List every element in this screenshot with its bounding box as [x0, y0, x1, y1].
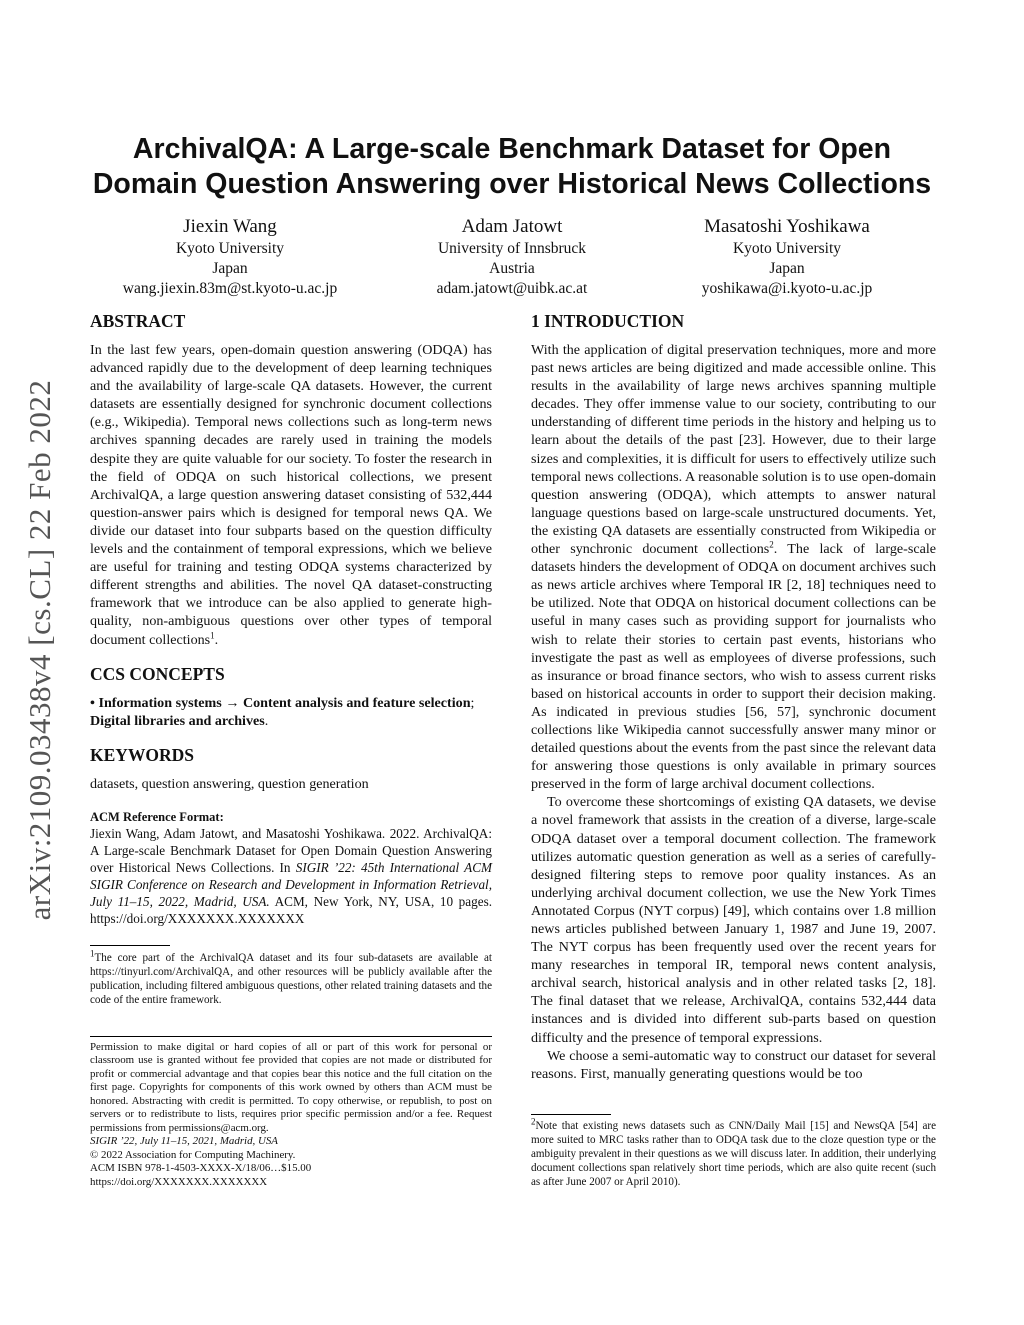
- author-name: Jiexin Wang: [183, 216, 277, 237]
- author-country: Japan: [212, 260, 248, 277]
- keywords-text: datasets, question answering, question generation: [90, 775, 369, 792]
- abstract-heading: ABSTRACT: [90, 311, 186, 331]
- author-name: Masatoshi Yoshikawa: [704, 216, 870, 237]
- permission-text: Permission to make digital or hard copies of all or part of this work for personal or classroom use is granted without fee provided that copies are not made or distributed for profit or commercial advantage and that copies bear this notice and the full citation on the first page. Copyrights for components of this work owned by others than ACM must be honored. Abstracting with credit is permitted. To copy otherwise, or republish, to post on servers or to redistribute to lists, requires prior specific permission and/or a fee. Request permissions from permissions@acm.org.: [90, 1040, 492, 1134]
- ccs-sep: ;: [470, 694, 475, 711]
- paper-title: [80, 132, 944, 202]
- intro-paragraph-1: [531, 341, 936, 793]
- footnote-2: [531, 1116, 936, 1190]
- abstract-end: .: [214, 631, 219, 648]
- author-country: Austria: [489, 260, 535, 277]
- acm-ref-body: Jiexin Wang, Adam Jatowt, and Masatoshi Yoshikawa. 2022. ArchivalQA: A Large-scale Benchmark Dataset for Open Domain Question Answering over Historical News Collections. In: [90, 825, 492, 875]
- footnote-1-mark: 1: [210, 629, 215, 640]
- arxiv-stamp: [20, 350, 60, 950]
- author-country: Japan: [769, 260, 805, 277]
- author-name: Adam Jatowt: [461, 216, 563, 237]
- intro-p1-a: With the application of digital preservation techniques, more and more past news articles are being digitized and made accessible online. This results in the availability of large news archives spanning multiple decades. They offer immense value to our society, contributing to our understanding of different time periods in the history and helping us to learn about the details of the past [23]. However, due to their large sizes and complexities, it is difficult for users to effectively utilize such temporal news collections. A reasonable solution is to use open-domain question answering (ODQA), which attempts to answer natural language questions based on large-scale unstructured documents. Yet, the existing QA datasets are essentially constructed from Wikipedia or other synchronic document collections: [531, 342, 936, 558]
- ccs-arrow: →: [225, 694, 240, 711]
- right-column: [531, 310, 936, 1083]
- ccs-item-2: Content analysis and feature selection: [242, 694, 471, 711]
- permission-isbn: ACM ISBN 978-1-4503-XXXX-X/18/06…$15.00: [90, 1162, 312, 1174]
- author-affiliation: Kyoto University: [175, 240, 285, 257]
- author-affiliation: University of Innsbruck: [437, 240, 587, 257]
- footnote-2-text: Note that existing news datasets such as CNN/Daily Mail [15] and NewsQA [54] are more suited to MRC tasks rather than to ODQA task due to the cloze question type or the ambiguity prevalent in their questions as we will discuss later. In addition, their underlying document collections span relatively short time periods, which are also quite recent (such as after June 2007 or April 2010).: [531, 1120, 936, 1188]
- footnote-2-rule: [531, 1114, 611, 1115]
- arxiv-stamp-text: arXiv:2109.03438v4 [cs.CL] 22 Feb 2022: [22, 379, 57, 921]
- author-email: adam.jatowt@uibk.ac.at: [436, 280, 588, 297]
- ccs-bullet: •: [90, 694, 95, 711]
- abstract-body: In the last few years, open-domain question answering (ODQA) has advanced rapidly due to the development of deep learning techniques and the availability of large-scale QA datasets. However, the current datasets are essentially designed for synchronic document collections (e.g., Wikipedia). Temporal news collections such as long-term news archives spanning decades are rarely used in training the models despite they are quite valuable for our society. To foster the research in the field of ODQA on such historical collections, we present ArchivalQA, a large question answering dataset consisting of 532,444 question-answer pairs which is designed for temporal news QA. We divide our dataset into four subparts based on the question difficulty levels and the containment of temporal expressions, which we believe are useful for training and testing ODQA systems characterized by different strengths and abilities. The novel QA dataset-constructing framework that we introduce can be also applied to generate high-quality, non-ambiguous questions over other types of temporal document collections: [90, 342, 492, 648]
- permission-conf: SIGIR ’22, July 11–15, 2021, Madrid, USA: [90, 1135, 278, 1147]
- left-column: [90, 310, 492, 1189]
- acm-ref-heading: ACM Reference Format:: [90, 809, 224, 824]
- abstract-text: [90, 341, 492, 649]
- footnote-1-text: The core part of the ArchivalQA dataset and its four sub-datasets are available at https://tinyurl.com/ArchivalQA, and other resources will be publicly available after the publication, including filtered ambiguous questions, other related training datasets and the code of the entire framework.: [90, 951, 492, 1006]
- footnote-2-number: 2: [531, 1116, 536, 1127]
- ccs-item-1: Information systems: [98, 694, 222, 711]
- footnote-2-block: [531, 1114, 936, 1190]
- acm-ref-tail: ACM, New York, NY, USA, 10 pages. https://doi.org/XXXXXXX.XXXXXXX: [90, 893, 492, 926]
- author-1: [80, 215, 380, 299]
- author-affiliation: Kyoto University: [732, 240, 842, 257]
- author-email: wang.jiexin.83m@st.kyoto-u.ac.jp: [122, 280, 338, 297]
- permission-copyright: © 2022 Association for Computing Machinery.: [90, 1148, 296, 1161]
- acm-ref-text: [90, 825, 492, 927]
- title-line-1: ArchivalQA: A Large-scale Benchmark Dataset for Open: [132, 133, 892, 165]
- ccs-end: .: [264, 712, 269, 729]
- ccs-item-3: Digital libraries and archives: [90, 712, 265, 729]
- footnote-1: [90, 948, 492, 1008]
- keywords-heading: KEYWORDS: [90, 744, 195, 765]
- author-3: [637, 215, 937, 299]
- title-line-2: Domain Question Answering over Historical News Collections: [92, 168, 932, 200]
- intro-paragraph-3: We choose a semi-automatic way to construct our dataset for several reasons. First, manually generating questions would be too: [531, 1047, 936, 1082]
- ccs-concepts: [90, 694, 492, 730]
- author-email: yoshikawa@i.kyoto-u.ac.jp: [701, 280, 873, 297]
- ccs-heading: CCS CONCEPTS: [90, 663, 225, 684]
- footnote-1-number: 1: [90, 948, 95, 959]
- footnote-rule: [90, 945, 170, 946]
- intro-p1-b: . The lack of large-scale datasets hinders the development of ODQA on document archives such as news article archives where Temporal IR [2, 18] techniques need to be utilized. Note that ODQA on historical document collections can be useful in many cases such as providing support for journalists who wish to relate their stories to certain past events, historians who investigate the past as well as employees of diverse professions, such as insurance or broad finance sectors, who wish to assess current risks based on historical accounts in order to support their decision making. As indicated in previous studies [56, 57], synchronic document collections like Wikipedia cannot successfully answer many minor or detailed questions about the events from the past since the relevant data for answering those questions is only available in primary sources preserved in the form of large archival document collections.: [531, 541, 937, 793]
- permission-block: [90, 1041, 492, 1190]
- permission-doi: https://doi.org/XXXXXXX.XXXXXXX: [90, 1175, 268, 1188]
- footnote-2-mark: 2: [769, 539, 774, 550]
- intro-heading: 1 INTRODUCTION: [531, 311, 685, 331]
- author-block: [80, 215, 944, 295]
- intro-paragraph-2: To overcome these shortcomings of existing QA datasets, we devise a novel framework that assists in the creation of a diverse, large-scale ODQA dataset over a temporal document collection. The framework utilizes automatic question generation as well as a series of carefully-designed filtering steps to remove poor quality instances. As an underlying archival document collection, we use the New York Times Annotated Corpus (NYT corpus) [49], which contains over 1.8 million news articles published between January 1, 1987 and June 19, 2007. The NYT corpus has been frequently used over the recent years for many researches in temporal IR, temporal news content analysis, archival search, historical analysis and in other related tasks [2, 18]. The final dataset that we release, ArchivalQA, contains 532,444 data instances and is divided into different sub-parts based on question difficulty and the presence of temporal expressions.: [531, 794, 936, 1046]
- acm-ref-venue: SIGIR ’22: 45th International ACM SIGIR Conference on Research and Development in Information Retrieval, July 11–15, 2022, Madrid, USA.: [90, 859, 492, 909]
- permission-rule: [90, 1036, 492, 1037]
- author-2: [362, 215, 662, 299]
